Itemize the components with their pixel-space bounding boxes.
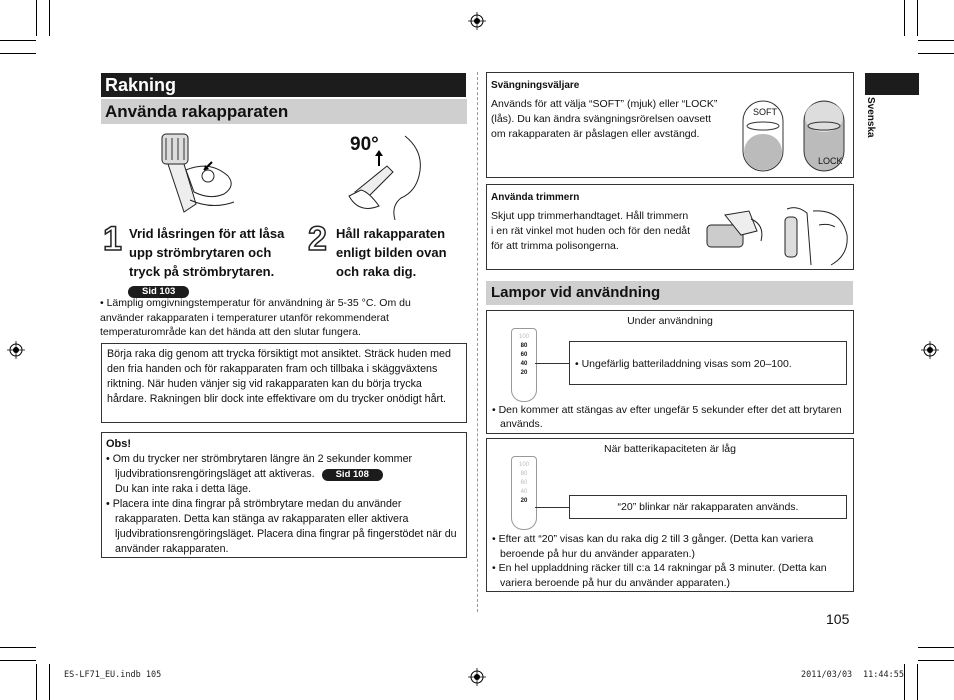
- tip-box: [101, 343, 467, 423]
- crop-mark: [918, 647, 954, 648]
- crop-mark: [917, 0, 918, 36]
- lock-label: LOCK: [818, 156, 843, 166]
- crop-mark: [0, 660, 36, 661]
- low-callout: “20” blinkar när rakapparaten används.: [617, 501, 799, 513]
- crop-mark: [0, 40, 36, 41]
- crop-mark: [49, 0, 50, 36]
- obs-bullet-1-line-3: Du kan inte raka i detta läge.: [115, 483, 252, 495]
- swing-selector-box: [486, 72, 854, 178]
- trimmer-text: Skjut upp trimmerhandtaget. Håll trimmern i en rät vinkel mot huden och för den nedåt för att trimma polisongerna.: [491, 210, 691, 252]
- during-callout: • Ungefärlig batteriladdning visas som 20–100.: [575, 358, 792, 370]
- obs-bullet-2: • Placera inte dina fingrar på strömbrytare medan du använder rakapparaten. Detta kan stänga av rakapparaten eller aktivera ljudvibrationsrengöringsläget. Placera dina fingrar på fingerstödet när du använder rakapparaten.: [106, 498, 457, 555]
- during-note: • Den kommer att stängas av efter ungefär 5 sekunder efter det att brytaren används.: [492, 404, 842, 430]
- soft-label: SOFT: [753, 107, 777, 117]
- lamps-heading: Lampor vid användning: [486, 281, 853, 305]
- obs-ref-badge: Sid 108: [322, 469, 383, 481]
- obs-bullet-1-line-1: • Om du trycker ner strömbrytaren längre än 2 sekunder kommer: [106, 453, 413, 465]
- level-100: 100: [518, 334, 529, 340]
- registration-mark-icon: [468, 12, 486, 30]
- shaver-lock-illustration: [150, 130, 250, 220]
- crop-mark: [36, 0, 37, 36]
- crop-mark: [0, 53, 36, 54]
- level-80: 80: [520, 343, 528, 349]
- low-callout-box: [569, 495, 847, 519]
- level-40: 40: [520, 489, 528, 495]
- language-tab-marker: [865, 73, 919, 95]
- obs-bullet-1-text: ljudvibrationsrengöringsläget att aktiveras.: [115, 468, 315, 480]
- level-60: 60: [520, 480, 528, 486]
- crop-mark: [917, 664, 918, 700]
- step-2-number: 2: [308, 220, 327, 258]
- step-1-text: Vrid låsringen för att låsa upp strömbrytaren och tryck på strömbrytaren.: [129, 226, 285, 279]
- lamps-low-caption: När batterikapaciteten är låg: [604, 443, 736, 455]
- level-20: 20: [520, 498, 528, 504]
- tip-text: Börja raka dig genom att trycka försiktigt mot ansiktet. Sträck huden med den fria handen och för rakapparaten fram och tillbaka i skäggväxtens riktning. När huden vänjer sig vid rakapparaten kan du börja trycka hårdare. Rakningen blir dock inte effektivare om du trycker onödigt hårt.: [107, 348, 451, 405]
- section-subtitle: Använda rakapparaten: [101, 99, 467, 124]
- step-1-ref: Sid 103: [128, 286, 189, 298]
- step-1-number: 1: [103, 220, 122, 258]
- swing-text: Används för att välja “SOFT” (mjuk) eller “LOCK” (lås). Du kan ändra svängningsrörelsen oavsett om rakapparaten är påslagen eller avstängd.: [491, 98, 718, 140]
- angle-label: 90°: [350, 134, 379, 155]
- lamps-during-caption: Under användning: [627, 315, 713, 327]
- battery-indicator-low: [511, 456, 537, 530]
- footer-file: ES-LF71_EU.indb 105: [64, 670, 162, 680]
- crop-mark: [918, 53, 954, 54]
- lamps-during-box: [486, 310, 854, 434]
- footer-date: 2011/03/03: [801, 670, 853, 680]
- registration-mark-icon: [468, 668, 486, 686]
- battery-indicator: [511, 328, 537, 402]
- level-60: 60: [520, 352, 528, 358]
- temperature-note: • Lämplig omgivningstemperatur för användning är 5-35 °C. Om du använder rakapparaten i temperaturer utanför rekommenderat temperaturområde kan det hända att den slutar fungera.: [100, 297, 411, 338]
- lamps-low-box: [486, 438, 854, 592]
- footer-time: 11:44:55: [863, 670, 904, 680]
- crop-mark: [918, 660, 954, 661]
- during-callout-box: [569, 341, 847, 385]
- registration-mark-icon: [921, 341, 939, 359]
- level-100: 100: [518, 462, 529, 468]
- trimmer-illustration: [701, 205, 851, 269]
- obs-heading: Obs!: [106, 438, 132, 450]
- step-2-text: Håll rakapparaten enligt bilden ovan och raka dig.: [336, 226, 447, 279]
- registration-mark-icon: [7, 341, 25, 359]
- crop-mark: [904, 664, 905, 700]
- obs-bullet-1-line-2: [106, 467, 462, 482]
- page-number: 105: [826, 611, 850, 627]
- crop-mark: [904, 0, 905, 36]
- callout-line: [535, 363, 569, 364]
- level-80: 80: [520, 471, 528, 477]
- language-tab-label: Svenska: [865, 97, 876, 138]
- crop-mark: [918, 40, 954, 41]
- low-note-1: • Efter att “20” visas kan du raka dig 2 till 3 gånger. (Detta kan variera beroende på hur du använder apparaten.): [492, 533, 814, 560]
- crop-mark: [36, 664, 37, 700]
- level-40: 40: [520, 361, 528, 367]
- callout-line: [535, 507, 569, 508]
- crop-mark: [49, 664, 50, 700]
- language-tab: [862, 97, 878, 157]
- level-20: 20: [520, 370, 528, 376]
- trimmer-heading: Använda trimmern: [491, 192, 580, 203]
- trimmer-box: [486, 184, 854, 270]
- crop-mark: [0, 647, 36, 648]
- obs-box: [101, 432, 467, 558]
- low-note-2: • En hel uppladdning räcker till c:a 14 rakningar på 3 minuter. (Detta kan variera beroende på hur du använder apparaten.): [492, 562, 827, 589]
- section-title: Rakning: [101, 73, 466, 97]
- fold-line: [477, 72, 478, 612]
- swing-heading: Svängningsväljare: [491, 80, 580, 91]
